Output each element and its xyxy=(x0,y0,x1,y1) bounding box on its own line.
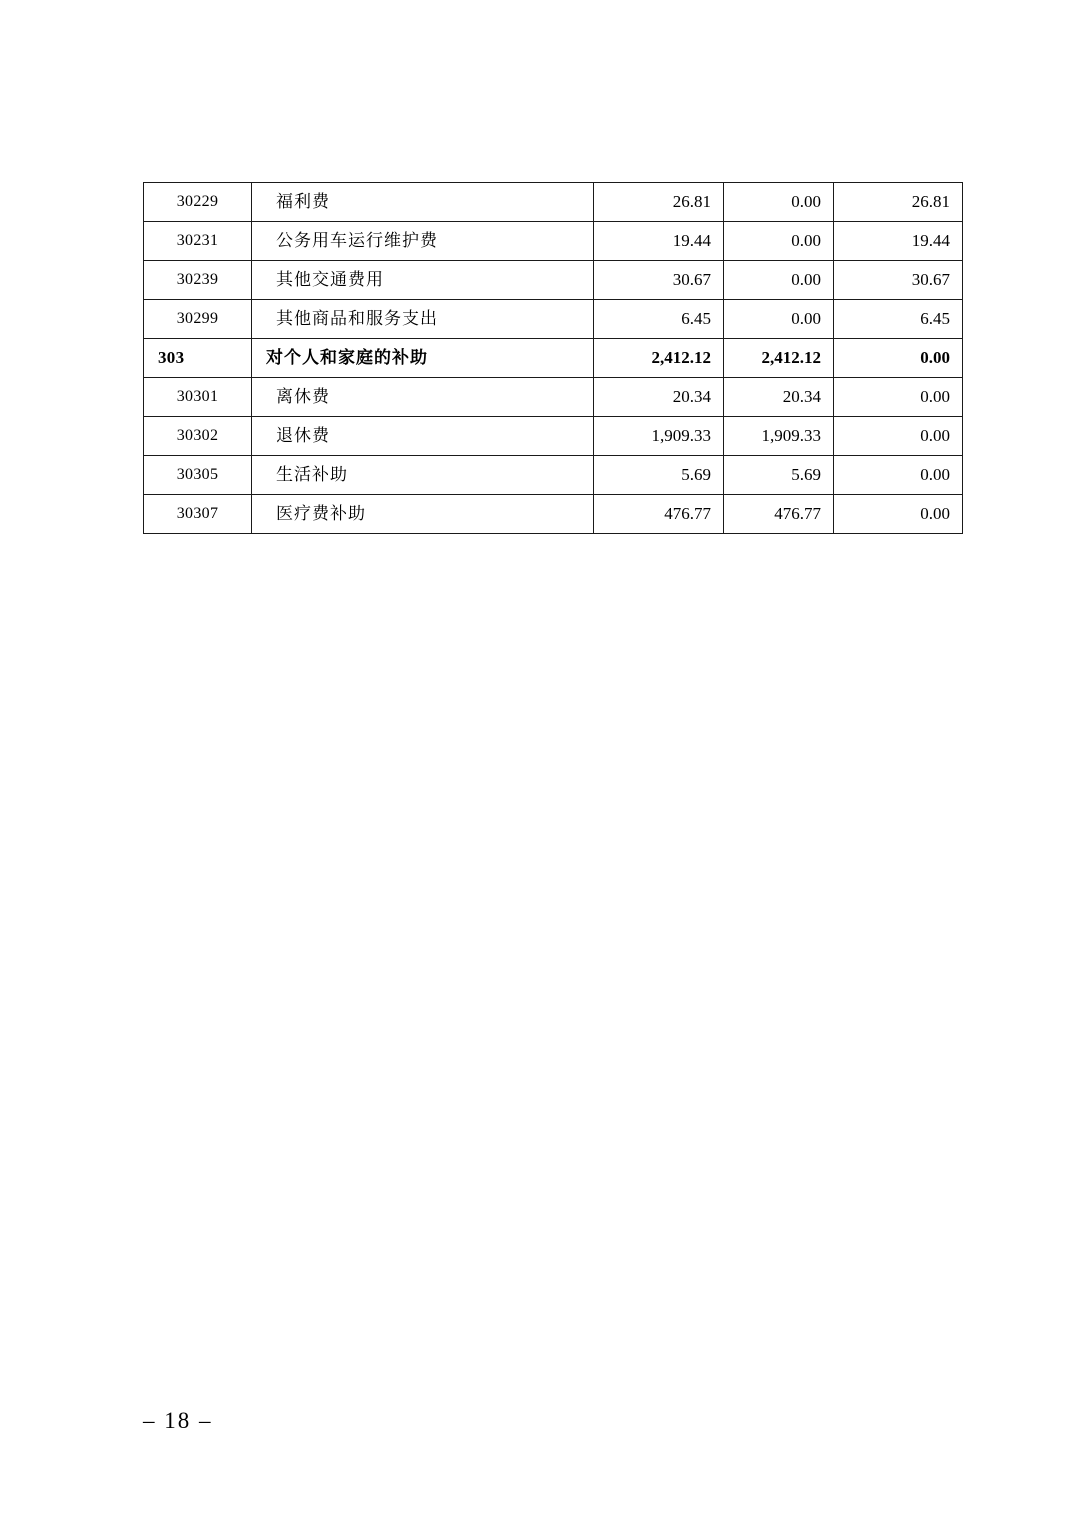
cell-name: 其他商品和服务支出 xyxy=(252,300,594,339)
cell-basic: 2,412.12 xyxy=(724,339,834,378)
cell-code: 30229 xyxy=(144,183,252,222)
cell-project: 0.00 xyxy=(834,456,963,495)
cell-total: 19.44 xyxy=(594,222,724,261)
cell-name: 离休费 xyxy=(252,378,594,417)
table-row xyxy=(144,183,963,222)
cell-total: 5.69 xyxy=(594,456,724,495)
table-row xyxy=(144,261,963,300)
cell-project: 0.00 xyxy=(834,378,963,417)
cell-total: 20.34 xyxy=(594,378,724,417)
cell-name: 对个人和家庭的补助 xyxy=(252,339,594,378)
cell-name: 医疗费补助 xyxy=(252,495,594,534)
cell-code: 303 xyxy=(144,339,252,378)
cell-total: 476.77 xyxy=(594,495,724,534)
cell-project: 0.00 xyxy=(834,495,963,534)
cell-name: 福利费 xyxy=(252,183,594,222)
cell-code: 30239 xyxy=(144,261,252,300)
cell-basic: 476.77 xyxy=(724,495,834,534)
table-row xyxy=(144,222,963,261)
table-row xyxy=(144,300,963,339)
cell-project: 19.44 xyxy=(834,222,963,261)
cell-name: 其他交通费用 xyxy=(252,261,594,300)
cell-code: 30231 xyxy=(144,222,252,261)
cell-basic: 0.00 xyxy=(724,300,834,339)
cell-total: 1,909.33 xyxy=(594,417,724,456)
table-row xyxy=(144,339,963,378)
cell-total: 2,412.12 xyxy=(594,339,724,378)
cell-basic: 5.69 xyxy=(724,456,834,495)
table-row xyxy=(144,456,963,495)
budget-expenditure-table xyxy=(143,182,963,534)
page-number: – 18 – xyxy=(143,1408,213,1433)
cell-name: 公务用车运行维护费 xyxy=(252,222,594,261)
cell-code: 30307 xyxy=(144,495,252,534)
cell-basic: 0.00 xyxy=(724,261,834,300)
cell-project: 30.67 xyxy=(834,261,963,300)
cell-basic: 0.00 xyxy=(724,183,834,222)
cell-basic: 0.00 xyxy=(724,222,834,261)
cell-project: 0.00 xyxy=(834,417,963,456)
table-row xyxy=(144,417,963,456)
table-body xyxy=(144,183,963,534)
cell-basic: 20.34 xyxy=(724,378,834,417)
cell-code: 30302 xyxy=(144,417,252,456)
cell-code: 30299 xyxy=(144,300,252,339)
cell-name: 生活补助 xyxy=(252,456,594,495)
cell-basic: 1,909.33 xyxy=(724,417,834,456)
table-row xyxy=(144,495,963,534)
cell-project: 0.00 xyxy=(834,339,963,378)
cell-name: 退休费 xyxy=(252,417,594,456)
cell-total: 30.67 xyxy=(594,261,724,300)
cell-project: 6.45 xyxy=(834,300,963,339)
cell-code: 30305 xyxy=(144,456,252,495)
table-row xyxy=(144,378,963,417)
cell-code: 30301 xyxy=(144,378,252,417)
cell-project: 26.81 xyxy=(834,183,963,222)
cell-total: 6.45 xyxy=(594,300,724,339)
cell-total: 26.81 xyxy=(594,183,724,222)
